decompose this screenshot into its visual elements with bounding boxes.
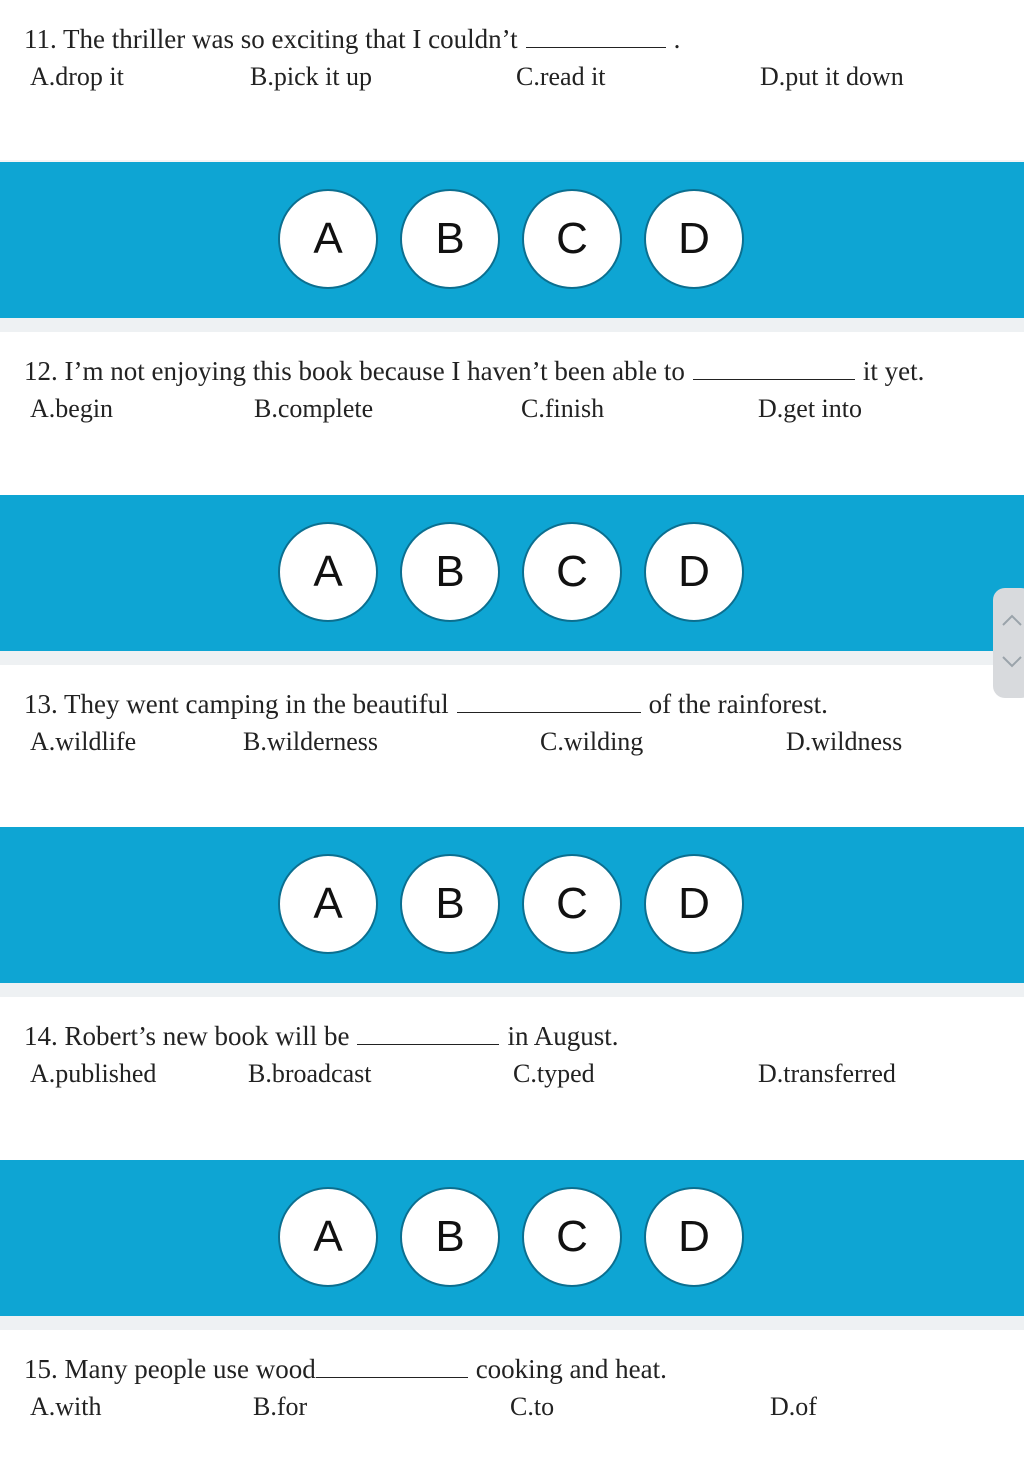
answer-band-14 — [0, 1160, 1024, 1316]
question-text: 11. The thriller was so exciting that I couldn’t . — [24, 24, 681, 54]
answer-button-c[interactable]: C — [522, 189, 622, 289]
option-b: B.complete — [254, 394, 374, 423]
option-c: C.finish — [521, 394, 605, 423]
question-card-11 — [0, 0, 1024, 160]
answer-blank — [693, 361, 855, 380]
question-card-15 — [0, 1330, 1024, 1471]
option-c: C.read it — [516, 62, 606, 91]
separator — [0, 651, 1024, 665]
scroll-control — [993, 588, 1024, 698]
question-card-12 — [0, 332, 1024, 495]
option-c: C.typed — [513, 1059, 595, 1088]
option-b: B.pick it up — [250, 62, 373, 91]
answer-button-a[interactable]: A — [278, 1187, 378, 1287]
question-text: 14. Robert’s new book will be in August. — [24, 1021, 619, 1051]
answer-button-c[interactable]: C — [522, 1187, 622, 1287]
answer-button-a[interactable]: A — [278, 189, 378, 289]
option-b: B.for — [253, 1392, 308, 1421]
option-d: D.put it down — [760, 62, 904, 91]
answer-button-a[interactable]: A — [278, 854, 378, 954]
answer-button-c[interactable]: C — [522, 522, 622, 622]
option-d: D.get into — [758, 394, 862, 423]
answer-blank — [357, 1026, 499, 1045]
answer-button-b[interactable]: B — [400, 854, 500, 954]
answer-band-11 — [0, 162, 1024, 318]
option-c: C.to — [510, 1392, 555, 1421]
separator — [0, 1316, 1024, 1330]
option-b: B.wilderness — [243, 727, 379, 756]
option-d: D.of — [770, 1392, 817, 1421]
chevron-up-icon[interactable] — [1001, 610, 1023, 632]
question-text: 13. They went camping in the beautiful of the rainforest. — [24, 689, 828, 719]
answer-blank — [457, 694, 641, 713]
option-b: B.broadcast — [248, 1059, 372, 1088]
question-text: 12. I’m not enjoying this book because I haven’t been able to it yet. — [24, 356, 925, 386]
separator — [0, 983, 1024, 997]
option-a: A.published — [30, 1059, 157, 1088]
answer-button-b[interactable]: B — [400, 522, 500, 622]
chevron-down-icon[interactable] — [1001, 650, 1023, 672]
question-text: 15. Many people use wood cooking and heat. — [24, 1354, 667, 1384]
answer-button-b[interactable]: B — [400, 1187, 500, 1287]
option-a: A.with — [30, 1392, 102, 1421]
option-d: D.transferred — [758, 1059, 896, 1088]
answer-button-d[interactable]: D — [644, 189, 744, 289]
question-card-13 — [0, 665, 1024, 827]
option-a: A.drop it — [30, 62, 124, 91]
option-d: D.wildness — [786, 727, 903, 756]
answer-blank — [526, 29, 666, 48]
answer-button-d[interactable]: D — [644, 1187, 744, 1287]
option-a: A.wildlife — [30, 727, 137, 756]
answer-button-d[interactable]: D — [644, 854, 744, 954]
answer-button-b[interactable]: B — [400, 189, 500, 289]
answer-blank — [316, 1359, 468, 1378]
question-card-14 — [0, 997, 1024, 1160]
answer-band-12 — [0, 495, 1024, 651]
option-c: C.wilding — [540, 727, 644, 756]
answer-button-a[interactable]: A — [278, 522, 378, 622]
option-a: A.begin — [30, 394, 114, 423]
separator — [0, 318, 1024, 332]
answer-button-c[interactable]: C — [522, 854, 622, 954]
answer-band-13 — [0, 827, 1024, 983]
answer-button-d[interactable]: D — [644, 522, 744, 622]
